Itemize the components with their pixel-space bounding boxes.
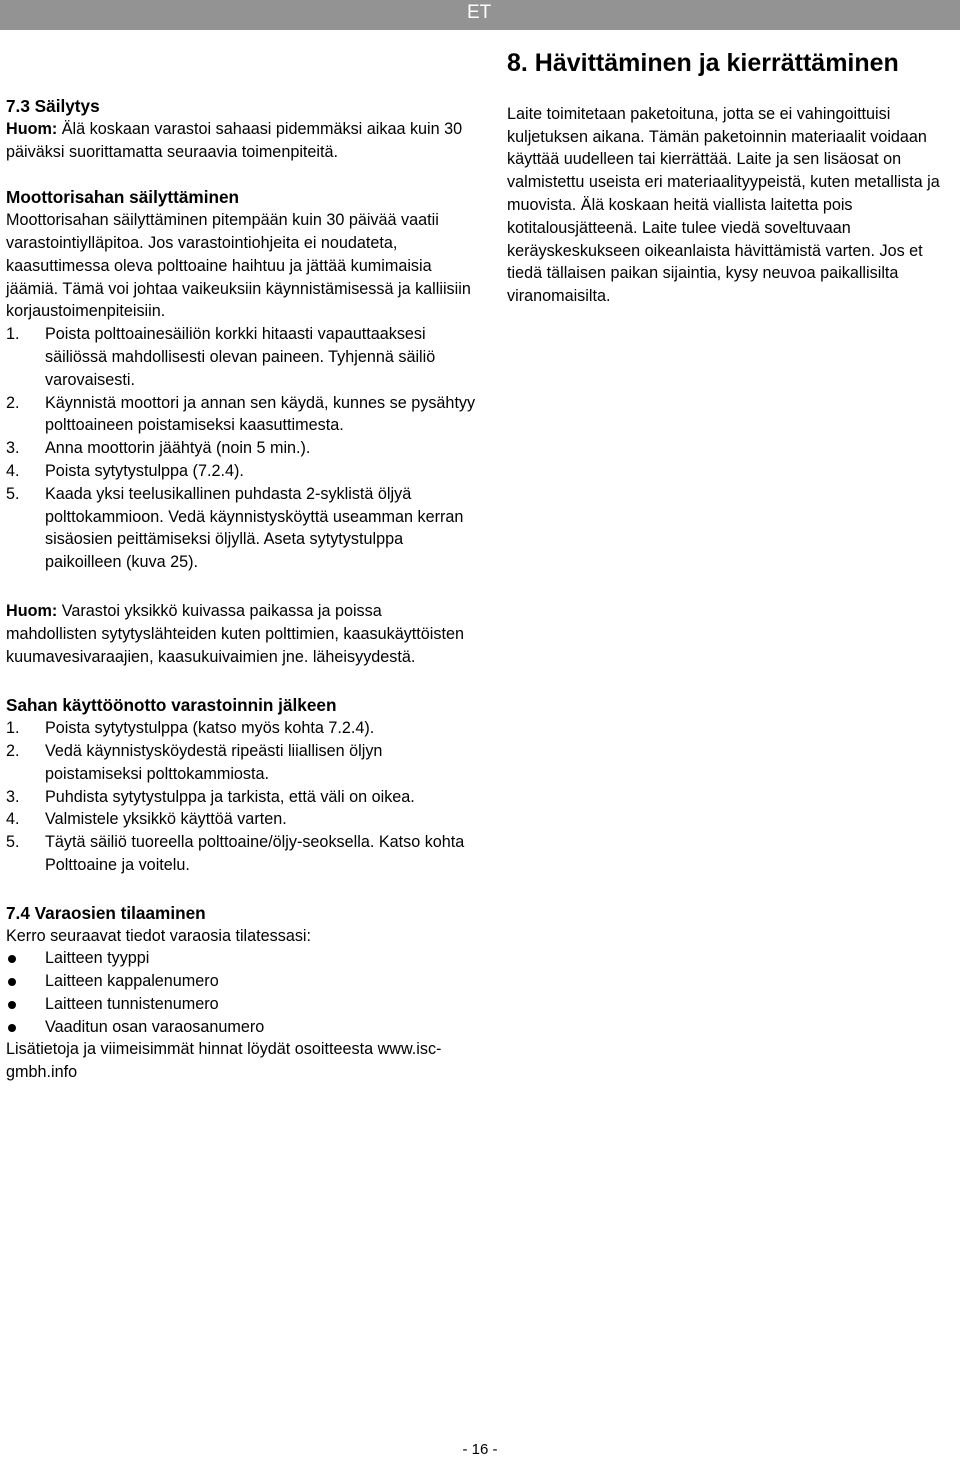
list-item: 2. Vedä käynnistysköydestä ripeästi liiallisen öljyn poistamiseksi polttokammiosta. bbox=[6, 741, 383, 783]
location-note bbox=[6, 600, 476, 668]
bullet-icon bbox=[8, 978, 16, 986]
list-item: 5. Täytä säiliö tuoreella polttoaine/öljy-seoksella. Katso kohta Polttoaine ja voitelu. bbox=[6, 833, 465, 874]
section-7-3-heading: 7.3 Säilytys bbox=[6, 96, 100, 116]
engine-storage-text: Moottorisahan säilyttäminen pitempään kuin 30 päivää vaatii varastointiylläpitoa. Jos varastointiohjeita ei noudateta, kaasuttimessa oleva polttoaine haihtuu ja jättää kumimaisia jäämiä. Tämä voi johtaa vaikeuksiin käynnistämisessä ja kalliisiin korjaustoimenpiteisiin. bbox=[6, 211, 471, 321]
parts-intro: Kerro seuraavat tiedot varaosia tilatessasi: bbox=[6, 926, 312, 945]
location-note-text: Varastoi yksikkö kuivassa paikassa ja poissa mahdollisten sytytyslähteiden kuten polttimien, kaasukäyttöisten kuumavesivaraajien, kaasukuivaimien jne. läheisyydestä. bbox=[6, 601, 464, 666]
list-item: 1. Poista polttoainesäiliön korkki hitaasti vapauttaaksesi säiliössä mahdollisesti olevan paineen. Tyhjennä säiliö varovaisesti. bbox=[6, 325, 436, 389]
language-header-bar bbox=[0, 0, 960, 30]
after-storage-heading: Sahan käyttöönotto varastoinnin jälkeen bbox=[6, 695, 337, 716]
bullet-icon bbox=[8, 955, 16, 963]
parts-outro: Lisätietoja ja viimeisimmät hinnat löydät osoitteesta www.isc-gmbh.info bbox=[6, 1040, 442, 1082]
bullet-icon bbox=[8, 1001, 16, 1009]
list-item: 2. Käynnistä moottori ja annan sen käydä, kunnes se pysähtyy polttoaineen poistamiseksi kaasuttimesta. bbox=[6, 393, 476, 435]
list-item: 4. Poista sytytystulppa (7.2.4). bbox=[6, 461, 244, 480]
section-7-4-heading: 7.4 Varaosien tilaaminen bbox=[6, 902, 206, 923]
list-item: 4. Valmistele yksikkö käyttöä varten. bbox=[6, 810, 287, 829]
list-item: 3. Puhdista sytytystulppa ja tarkista, että väli on oikea. bbox=[6, 787, 415, 806]
engine-storage-steps bbox=[6, 323, 476, 574]
section-8-heading: 8. Hävittäminen ja kierrättäminen bbox=[507, 49, 899, 77]
right-column bbox=[507, 49, 957, 308]
disposal-text: Laite toimitetaan paketoituna, jotta se ei vahingoittuisi kuljetuksen aikana. Tämän paketoinnin materiaalit voidaan käyttää uudelleen tai kierrättää. Laite ja sen lisäosat on valmistettu useista eri materiaalityypeistä, kuten metallista ja muovista. Älä koskaan heitä viallista laitetta pois kotitalousjätteenä. Laite tulee viedä soveltuvaan keräyskeskukseen oikeanlaista hävittämistä varten. Jos et tiedä tällaisen paikan sijaintia, kysy neuvoa paikallisilta viranomaisilta. bbox=[507, 104, 940, 306]
list-item: Vaaditun osan varaosanumero bbox=[6, 1016, 476, 1039]
language-code: ET bbox=[467, 2, 492, 23]
engine-storage-heading: Moottorisahan säilyttäminen bbox=[6, 187, 240, 208]
list-item: 5. Kaada yksi teelusikallinen puhdasta 2-syklistä öljyä polttokammioon. Vedä käynnistysköyttä useamman kerran sisäosien peittämiseksi öljyllä. Aseta sytytystulppa paikoilleen (kuva 25). bbox=[6, 484, 464, 572]
bullet-icon bbox=[8, 1024, 16, 1032]
left-column bbox=[6, 95, 476, 1084]
list-item: Laitteen tunnistenumero bbox=[6, 993, 476, 1016]
parts-info-list bbox=[6, 947, 476, 1038]
list-item: 1. Poista sytytystulppa (katso myös kohta 7.2.4). bbox=[6, 719, 375, 738]
storage-note bbox=[6, 118, 476, 164]
list-item: 3. Anna moottorin jäähtyä (noin 5 min.). bbox=[6, 439, 311, 458]
after-storage-steps bbox=[6, 717, 476, 877]
location-note-label: Huom: bbox=[6, 601, 58, 620]
list-item: Laitteen tyyppi bbox=[6, 947, 476, 970]
page-number: - 16 - bbox=[462, 1441, 498, 1458]
list-item: Laitteen kappalenumero bbox=[6, 970, 476, 993]
storage-note-text: Älä koskaan varastoi sahaasi pidemmäksi aikaa kuin 30 päiväksi suorittamatta seuraavia toimenpiteitä. bbox=[6, 119, 463, 161]
storage-note-label: Huom: bbox=[6, 119, 58, 138]
